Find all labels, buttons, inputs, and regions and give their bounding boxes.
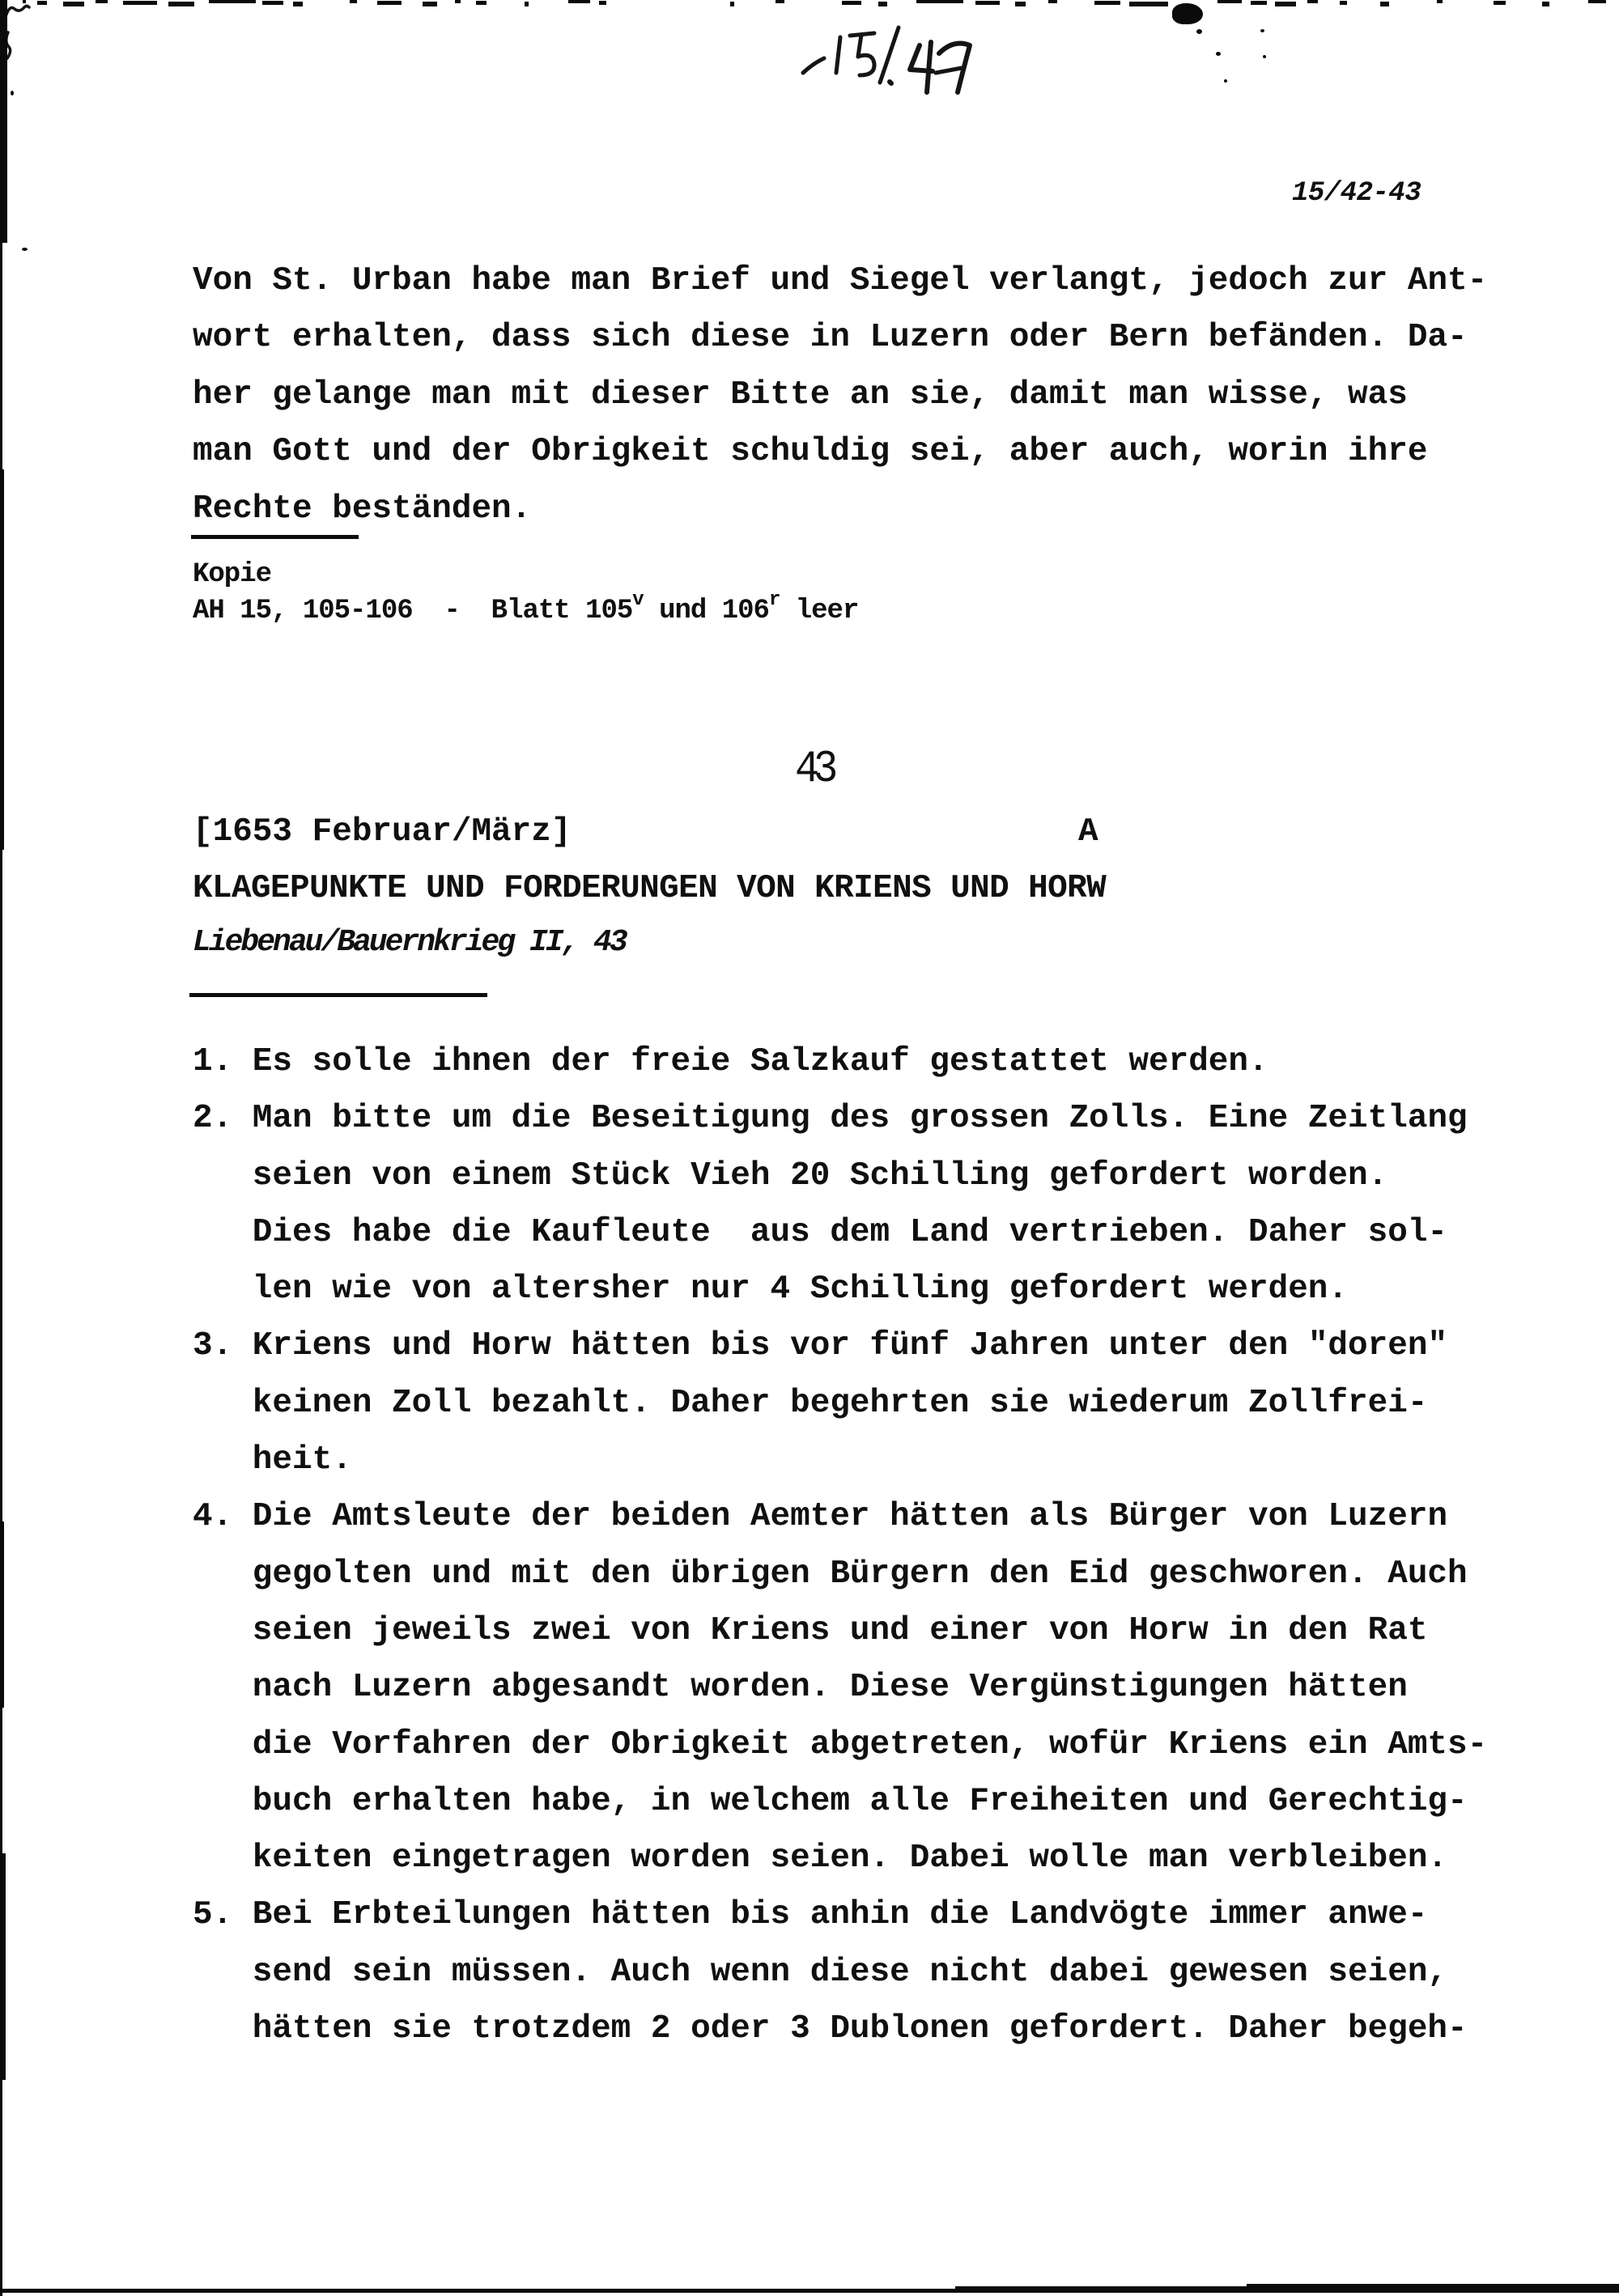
folio-superscript-recto: r [768, 588, 780, 611]
scan-edge-left [0, 1853, 6, 2080]
scan-edge-dash [975, 1, 1000, 5]
source-note [193, 557, 858, 630]
claim-line-continuation: len wie von altersher nur 4 Schilling gefordert werden. [252, 1271, 1349, 1309]
scan-edge-bottom [955, 2286, 1247, 2293]
scan-edge-dash [96, 0, 108, 3]
scan-corner-mark [0, 0, 49, 105]
claim-line-continuation: seien von einem Stück Vieh 20 Schilling gefordert worden. [252, 1156, 1388, 1195]
archive-reference [193, 588, 859, 630]
scan-edge-dash [1307, 0, 1318, 3]
archive-reference-mid: und 106 [643, 596, 769, 626]
claim-line-continuation: gegolten und mit den übrigen Bürgern den Eid geschworen. Auch [252, 1555, 1468, 1593]
scan-edge-dash [1015, 2, 1026, 6]
scan-edge-dash [350, 0, 357, 3]
divider-long [189, 993, 487, 997]
scan-edge-dash [123, 1, 157, 5]
scan-edge-dash [599, 1, 606, 5]
scan-edge-dash [476, 1, 487, 5]
scan-edge-dash [1275, 2, 1296, 6]
scan-speck [1196, 29, 1202, 34]
scan-edge-dash [37, 1, 47, 5]
scan-speck [22, 248, 28, 251]
scan-edge-dash [1494, 1, 1506, 5]
claim-line-start: 3. Kriens und Horw hätten bis vor fünf Jahren unter den "doren" [193, 1327, 1448, 1365]
scan-edge-bottom [1247, 2284, 1619, 2292]
scan-edge-dash [262, 1, 283, 5]
scan-edge-dash [776, 0, 784, 3]
claims-list [193, 1033, 1487, 2057]
text-line: wort erhalten, dass sich diese in Luzern oder Bern befänden. Da- [193, 319, 1468, 357]
scan-edge-dash [1340, 1, 1347, 5]
scan-blob [1172, 3, 1203, 24]
claim-line-continuation: send sein müssen. Auch wenn diese nicht dabei gewesen seien, [252, 1953, 1448, 1991]
text-line: Rechte beständen. [193, 490, 532, 528]
folio-superscript-verso: v [632, 588, 644, 611]
scan-speck [11, 91, 14, 95]
scan-edge-dash [1217, 0, 1242, 3]
claim-line-continuation: keinen Zoll bezahlt. Daher begehrten sie wiederum Zollfrei- [252, 1384, 1428, 1422]
intro-paragraph [193, 253, 1487, 537]
claim-line-continuation: Dies habe die Kaufleute aus dem Land vertrieben. Daher sol- [252, 1213, 1448, 1251]
scan-edge-dash [1129, 2, 1168, 6]
scan-edge-dash [23, 0, 26, 3]
scan-edge-dash [168, 2, 194, 6]
scan-edge-dash [423, 2, 437, 6]
entry-source-citation: Liebenau/Bauernkrieg II, 43 [193, 925, 626, 960]
scan-edge-dash [1251, 1, 1267, 5]
handwritten-annotation [769, 21, 988, 102]
scan-edge-left [0, 469, 4, 850]
entry-title: KLAGEPUNKTE UND FORDERUNGEN VON KRIENS UND HORW [193, 870, 1107, 907]
scan-speck [1260, 29, 1264, 32]
scan-edge-dash [842, 1, 861, 5]
scan-edge-dash [568, 0, 590, 3]
claim-line-continuation: nach Luzern abgesandt worden. Diese Vergünstigungen hätten [252, 1669, 1408, 1707]
scan-edge-left [0, 0, 7, 243]
page-reference: 15/42-43 [1292, 178, 1421, 209]
divider-short [191, 535, 359, 539]
scan-edge-dash [1437, 0, 1443, 3]
scan-speck [1224, 79, 1227, 83]
scan-edge-dash [209, 0, 256, 3]
archive-reference-pre: AH 15, 105-106 - Blatt 105 [193, 596, 633, 626]
claim-line-continuation: heit. [252, 1441, 352, 1479]
claim-line-continuation: keiten eingetragen worden seien. Dabei wolle man verbleiben. [252, 1840, 1448, 1878]
scan-edge-dash [1048, 0, 1057, 3]
text-line: man Gott und der Obrigkeit schuldig sei, aber auch, worin ihre [193, 433, 1428, 471]
scan-edge-dash [916, 0, 963, 3]
scan-edge-dash [878, 2, 887, 6]
scan-edge-dash [455, 0, 461, 3]
claim-line-continuation: die Vorfahren der Obrigkeit abgetreten, wofür Kriens ein Amts- [252, 1725, 1488, 1763]
scan-edge-dash [1542, 2, 1549, 6]
scan-edge-left [1, 1521, 4, 1708]
scan-edge-dash [1380, 2, 1389, 6]
claim-line-start: 5. Bei Erbteilungen hätten bis anhin die Landvögte immer anwe- [193, 1896, 1428, 1934]
scan-edge-dash [730, 2, 734, 6]
claim-line-start: 1. Es solle ihnen der freie Salzkauf gestattet werden. [193, 1043, 1268, 1080]
entry-number: 43 [795, 743, 833, 795]
scan-speck [1263, 55, 1266, 58]
text-line: Von St. Urban habe man Brief und Siegel verlangt, jedoch zur Ant- [193, 262, 1488, 299]
scan-edge-dash [1094, 1, 1120, 5]
entry-date: [1653 Februar/März] [193, 813, 572, 851]
claim-line-continuation: hätten sie trotzdem 2 oder 3 Dublonen gefordert. Daher begeh- [252, 2010, 1468, 2048]
claim-line-start: 4. Die Amtsleute der beiden Aemter hätten als Bürger von Luzern [193, 1498, 1448, 1536]
claim-line-continuation: buch erhalten habe, in welchem alle Freiheiten und Gerechtig- [252, 1782, 1468, 1820]
scan-edge-dash [377, 1, 402, 5]
claim-line-start: 2. Man bitte um die Beseitigung des grossen Zolls. Eine Zeitlang [193, 1100, 1468, 1138]
scan-edge-dash [63, 2, 84, 6]
scan-edge-dash [293, 2, 303, 6]
scan-edge-dash [525, 2, 529, 6]
entry-variant-letter: A [1078, 813, 1098, 851]
source-type-label: Kopie [193, 559, 272, 590]
claim-line-continuation: seien jeweils zwei von Kriens und einer von Horw in den Rat [252, 1611, 1428, 1649]
scan-speck [1216, 52, 1221, 56]
archive-reference-post: leer [780, 596, 859, 626]
text-line: her gelange man mit dieser Bitte an sie, damit man wisse, was [193, 376, 1408, 414]
scan-edge-dash [1588, 0, 1606, 3]
